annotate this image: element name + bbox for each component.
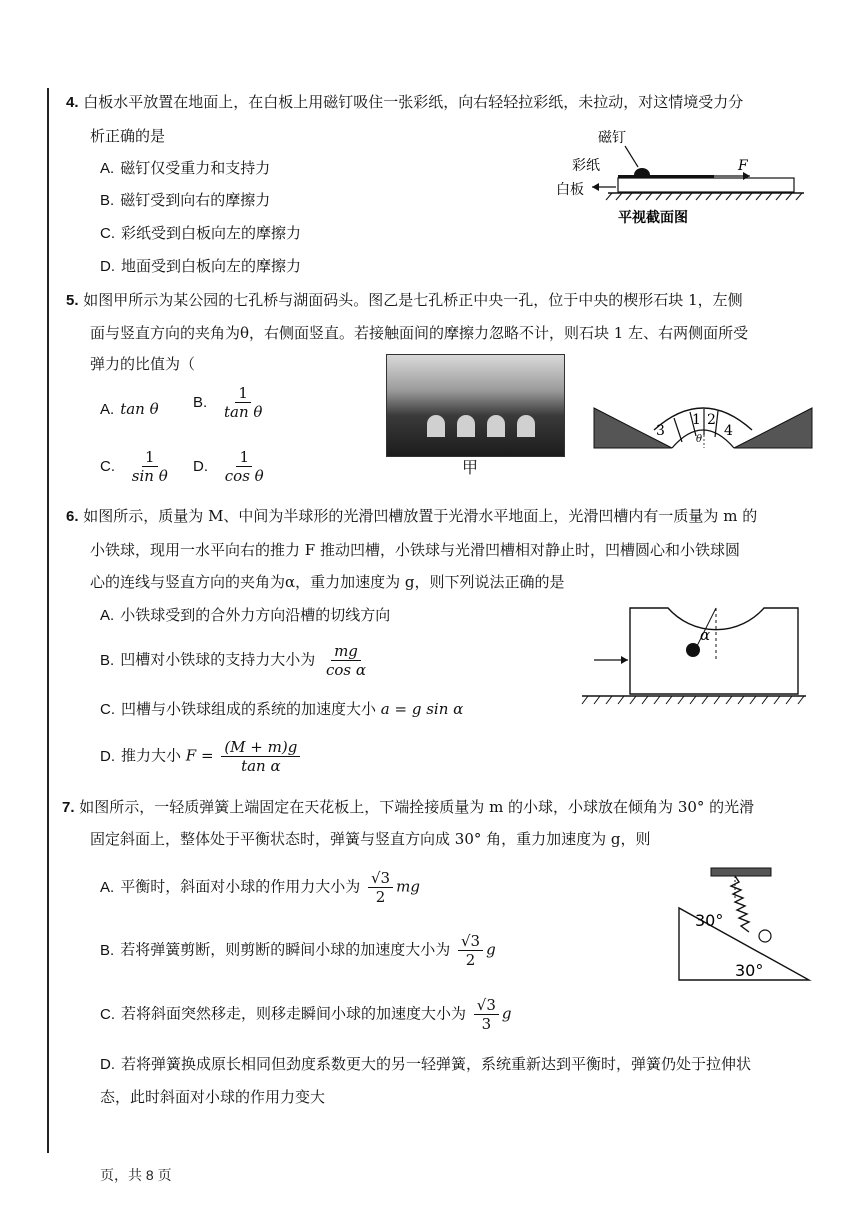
q4-label-force: F — [738, 158, 748, 174]
q7-stem-line1: 7. 如图所示，一轻质弹簧上端固定在天花板上，下端拴接质量为 m 的小球，小球放在倾角为 30° 的光滑 — [62, 798, 755, 816]
q7-option-b: B. 若将弹簧剪断，则剪断的瞬间小球的加速度大小为 $\frac{√3}{2}$ g — [100, 932, 496, 969]
bowl-figure — [580, 600, 810, 712]
q7-stem-line2: 固定斜面上，整体处于平衡状态时，弹簧与竖直方向成 30° 角，重力加速度为 g，则 — [90, 830, 651, 848]
q7-option-d-line2: 态，此时斜面对小球的作用力变大 — [100, 1088, 326, 1106]
stone-angle-label: θ — [696, 434, 703, 445]
stone-label-3: 3 — [656, 423, 665, 439]
q6-stem-line1: 6. 如图所示，质量为 M、中间为半球形的光滑凹槽放置于光滑水平地面上，光滑凹槽内有一质量为 m 的 — [66, 507, 758, 525]
stone-label-4: 4 — [724, 423, 733, 439]
arch-figure — [592, 390, 814, 450]
angle-bottom-label: 30° — [735, 961, 764, 980]
q4-option-d: D. 地面受到白板向左的摩擦力 — [100, 257, 302, 275]
spring — [731, 876, 749, 932]
q5-option-b: B. $\frac{1}{\text{tan θ}}$ — [193, 384, 263, 421]
q4-number: 4. — [66, 94, 79, 111]
q7-option-c: C. 若将斜面突然移走，则移走瞬间小球的加速度大小为 $\frac{√3}{3}$ g — [100, 996, 512, 1033]
q4-option-c: C. 彩纸受到白板向左的摩擦力 — [100, 224, 302, 242]
magnet-shape — [634, 168, 650, 175]
iron-ball — [686, 643, 700, 657]
bowl-angle-label: α — [700, 626, 711, 644]
stone-label-1: 1 — [692, 412, 701, 428]
q6-stem-line2: 小铁球，现用一水平向右的推力 F 推动凹槽，小铁球与光滑凹槽相对静止时，凹槽圆心和小铁球圆 — [90, 541, 740, 559]
stone-label-2: 2 — [707, 412, 716, 428]
q6-stem-line3: 心的连线与竖直方向的夹角为α，重力加速度为 g，则下列说法正确的是 — [90, 573, 565, 591]
ceiling — [711, 868, 771, 876]
q4-option-b: B. 磁钉受到向右的摩擦力 — [100, 191, 271, 209]
q6-option-a: A. 小铁球受到的合外力方向沿槽的切线方向 — [100, 606, 391, 624]
q4-caption: 平视截面图 — [618, 210, 688, 226]
q7-option-d-line1: D. 若将弹簧换成原长相同但劲度系数更大的另一轻弹簧，系统重新达到平衡时，弹簧仍处于拉伸状 — [100, 1055, 752, 1073]
angle-top-label: 30° — [695, 911, 724, 930]
small-ball — [759, 930, 771, 942]
board-shape — [618, 178, 794, 192]
q5-stem-line1: 5. 如图甲所示为某公园的七孔桥与湖面码头。图乙是七孔桥正中央一孔，位于中央的楔形石块 1，左侧 — [66, 291, 743, 309]
q4-option-a: A. 磁钉仅受重力和支持力 — [100, 159, 271, 177]
q6-option-b: B. 凹槽对小铁球的支持力大小为 $\frac{mg}{\text{cos α}}$ — [100, 642, 367, 679]
q6-option-c: C. 凹槽与小铁球组成的系统的加速度大小 a = g sin α — [100, 700, 464, 718]
q4-label-board: 白板 — [556, 182, 584, 198]
q6-option-d: D. 推力大小 F = $\frac{(M + m)g}{\text{tan α}}$ — [100, 738, 303, 775]
q5-number: 5. — [66, 292, 79, 309]
q5-option-d: D. $\frac{1}{\text{cos θ}}$ — [193, 448, 264, 485]
q4-stem-line1: 4. 白板水平放置在地面上，在白板上用磁钉吸住一张彩纸，向右轻轻拉彩纸，未拉动，对这情境受力分 — [66, 93, 744, 111]
q7-number: 7. — [62, 799, 75, 816]
q4-figure — [550, 122, 810, 232]
bridge-photo — [386, 354, 565, 457]
q5-option-c: C. $\frac{1}{\text{sin θ}}$ — [100, 448, 168, 485]
photo-caption: 甲 — [462, 458, 479, 477]
q7-option-a: A. 平衡时，斜面对小球的作用力大小为 $\frac{√3}{2}$ mg — [100, 869, 420, 906]
q4-label-paper: 彩纸 — [572, 158, 600, 174]
q5-option-a: A. tan θ — [100, 400, 159, 418]
margin-line — [47, 88, 49, 1153]
page-footer: 页，共 8 页 — [100, 1167, 172, 1183]
q6-number: 6. — [66, 508, 79, 525]
slope-figure — [665, 862, 815, 984]
q5-stem-line2: 面与竖直方向的夹角为θ，右侧面竖直。若接触面间的摩擦力忽略不计，则石块 1 左、右两侧面所受 — [90, 324, 749, 342]
q5-stem-line3: 弹力的比值为（ — [90, 355, 196, 373]
q4-stem-line2: 析正确的是 — [90, 127, 166, 145]
q4-label-magnet: 磁钉 — [598, 130, 626, 146]
